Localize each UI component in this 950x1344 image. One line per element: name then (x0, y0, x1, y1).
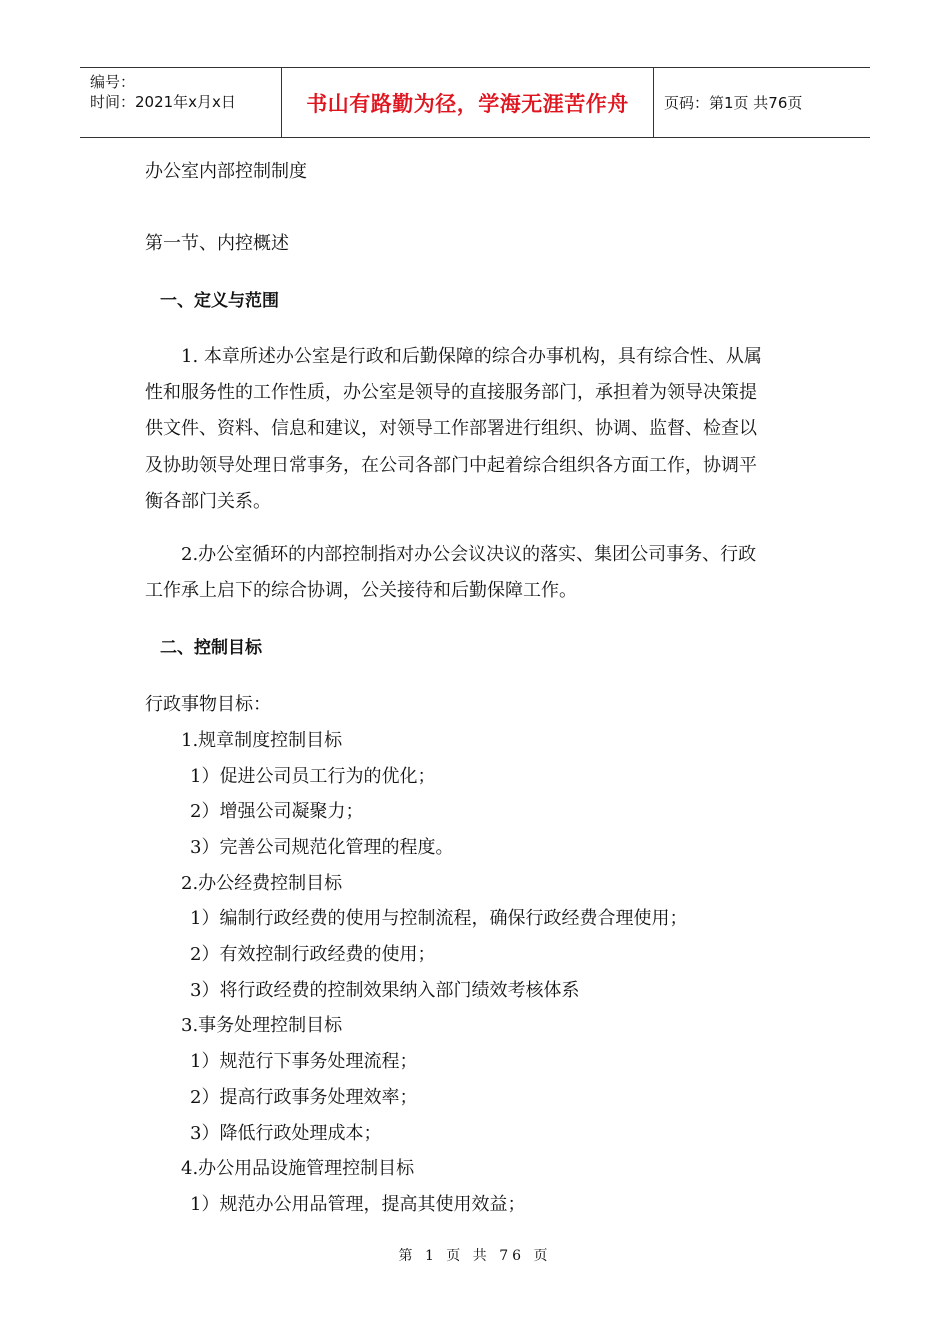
document-header (80, 67, 870, 138)
paragraph-line: 1. 本章所述办公室是行政和后勤保障的综合办事机构，具有综合性、从属 (181, 346, 762, 367)
section-title: 第一节、内控概述 (145, 233, 289, 254)
paragraph-line: 工作承上启下的综合协调，公关接待和后勤保障工作。 (145, 580, 577, 601)
goal-item: 2.办公经费控制目标 (181, 873, 343, 894)
goal-item: 1）编制行政经费的使用与控制流程，确保行政经费合理使用； (190, 908, 688, 929)
goal-item: 1）规范办公用品管理，提高其使用效益； (190, 1194, 526, 1215)
goal-item: 3）将行政经费的控制效果纳入部门绩效考核体系 (190, 980, 580, 1001)
goal-item: 3）完善公司规范化管理的程度。 (190, 837, 454, 858)
goal-item: 1.规章制度控制目标 (181, 730, 343, 751)
paragraph-line: 及协助领导处理日常事务，在公司各部门中起着综合组织各方面工作，协调平 (145, 455, 757, 476)
goal-item: 4.办公用品设施管理控制目标 (181, 1158, 415, 1179)
goal-item: 3.事务处理控制目标 (181, 1015, 343, 1036)
paragraph-line: 衡各部门关系。 (145, 491, 271, 512)
header-page-info: 页码：第1页 共76页 (664, 94, 803, 112)
paragraph-line: 供文件、资料、信息和建议，对领导工作部署进行组织、协调、监督、检查以 (145, 418, 757, 439)
number-label: 编号： (90, 73, 136, 91)
goal-item: 3）降低行政处理成本； (190, 1123, 382, 1144)
goal-item: 2）提高行政事务处理效率； (190, 1087, 418, 1108)
goal-item: 1）促进公司员工行为的优化； (190, 766, 436, 787)
paragraph-line: 2.办公室循环的内部控制指对办公会议决议的落实、集团公司事务、行政 (181, 544, 757, 565)
time-label: 时间：2021年x月x日 (90, 93, 236, 111)
header-motto: 书山有路勤为径，学海无涯苦作舟 (282, 68, 654, 137)
header-meta (80, 68, 282, 137)
heading-goals: 二、控制目标 (160, 638, 262, 658)
paragraph-line: 性和服务性的工作性质，办公室是领导的直接服务部门，承担着为领导决策提 (145, 382, 757, 403)
heading-definition: 一、定义与范围 (160, 291, 279, 311)
goal-item: 2）增强公司凝聚力； (190, 801, 364, 822)
document-title: 办公室内部控制制度 (145, 161, 307, 182)
admin-goal-label: 行政事物目标： (145, 694, 271, 715)
goal-item: 1）规范行下事务处理流程； (190, 1051, 418, 1072)
page-footer: 第 1 页 共 76 页 (398, 1248, 552, 1264)
goal-item: 2）有效控制行政经费的使用； (190, 944, 436, 965)
